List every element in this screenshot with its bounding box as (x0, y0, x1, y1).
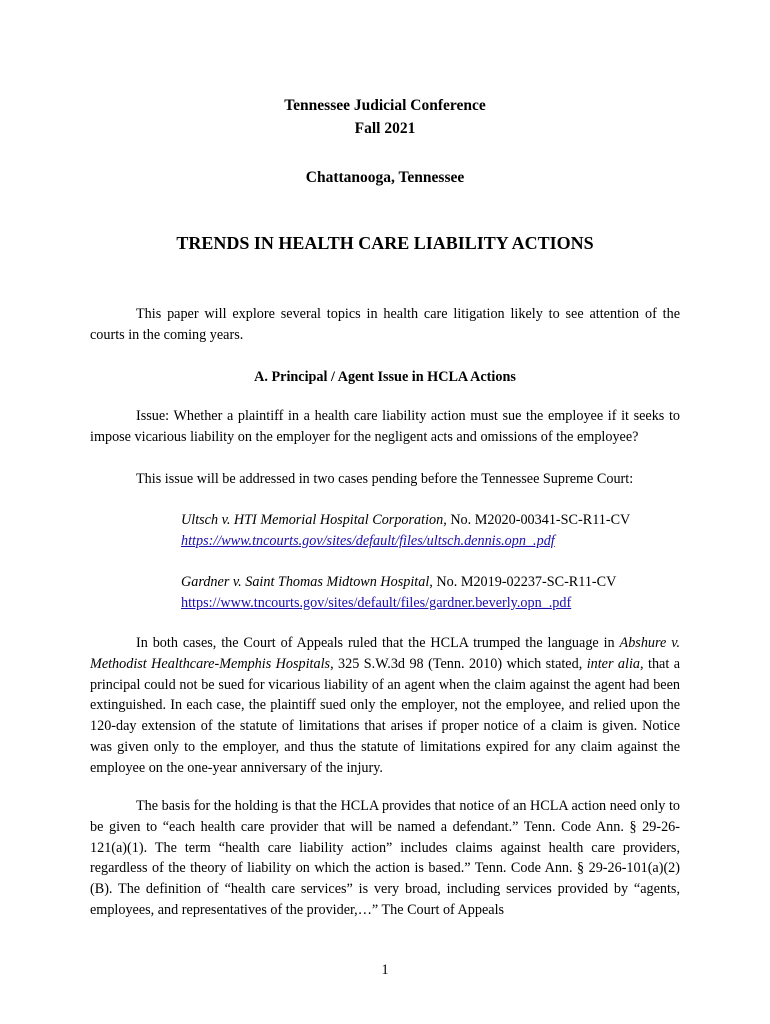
pending-paragraph: This issue will be addressed in two cases pending before the Tennessee Supreme Court: (136, 471, 634, 487)
inter-alia: inter alia (586, 655, 641, 672)
conference-term: Fall 2021 (354, 120, 416, 137)
case-name: Ultsch v. HTI Memorial Hospital Corporation (181, 512, 444, 528)
page-number: 1 (381, 962, 389, 978)
intro-paragraph: This paper will explore several topics in health care litigation likely to see attention of the courts in the coming years. (90, 306, 680, 343)
case-link[interactable]: https://www.tncourts.gov/sites/default/files/gardner.beverly.opn_.pdf (181, 594, 572, 611)
conference-location: Chattanooga, Tennessee (305, 169, 465, 186)
abshure-case-name: Abshure v. Methodist Healthcare-Memphis Hospitals (90, 635, 680, 672)
basis-paragraph: The basis for the holding is that the HCLA provides that notice of an HCLA action need only to be given to “each health care provider that will be named a defendant.” Tenn. Code Ann. § 29-26-121(a)(1). The term “health care liability action” includes claims against health care providers, regardless of the theory of liability on which the action is based.” Tenn. Code Ann. § 29-26-101(a)(2)(B). The definition of “health care services” is very broad, including services provided by “agents, employees, and representatives of the provider,…” The Court of Appeals (90, 798, 680, 918)
holding-text-3: , that a principal could not be sued for vicarious liability of an agent when the claim against the agent had been extinguished. In each case, the plaintiff sued only the employer, not the employee, and relied upon the 120-day extension of the statute of limitations that arises if proper notice of a claim is given. Notice was given only to the employer, and thus the statute of limitations expired for any claim against the employee on the one-year anniversary of the injury. (90, 655, 681, 776)
conference-name: Tennessee Judicial Conference (284, 97, 486, 114)
case-name: Gardner v. Saint Thomas Midtown Hospital, (181, 574, 433, 590)
holding-text-1: In both cases, the Court of Appeals ruled that the HCLA trumped the language in (136, 635, 620, 651)
holding-paragraph (90, 633, 680, 779)
issue-paragraph: Issue: Whether a plaintiff in a health care liability action must sue the employee if it seeks to impose vicarious liability on the employer for the negligent acts and omissions of the employee? (90, 408, 680, 445)
case-citation-ultsch (181, 510, 701, 552)
holding-text-2: , 325 S.W.3d 98 (Tenn. 2010) which stated, (330, 655, 587, 672)
section-a-heading: A. Principal / Agent Issue in HCLA Actions (254, 369, 516, 385)
case-citation-gardner (181, 572, 701, 614)
case-docket: No. M2019-02237-SC-R11-CV (432, 574, 617, 590)
document-title: TRENDS IN HEALTH CARE LIABILITY ACTIONS (176, 233, 594, 253)
case-docket: , No. M2020-00341-SC-R11-CV (443, 512, 631, 528)
case-link[interactable]: https://www.tncourts.gov/sites/default/files/ultsch.dennis.opn_.pdf (181, 532, 555, 549)
